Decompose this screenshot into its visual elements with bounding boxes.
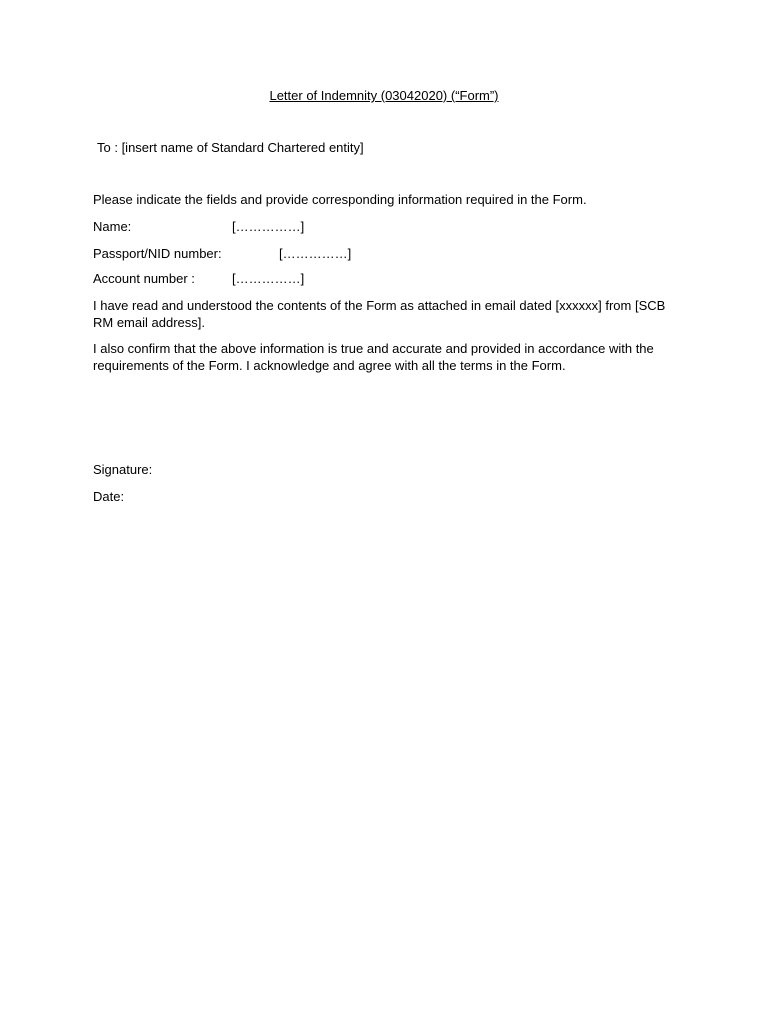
name-label: Name:	[93, 219, 132, 234]
account-value: [……………]	[232, 271, 305, 286]
document-title: Letter of Indemnity (03042020) (“Form”)	[269, 88, 499, 103]
acknowledgement-paragraph: I have read and understood the contents of the Form as attached in email dated [xxxxxx] from [SCB RM email address].	[93, 298, 666, 330]
instruction-text: Please indicate the fields and provide corresponding information required in the Form.	[93, 192, 587, 207]
name-value: [……………]	[232, 219, 305, 234]
passport-value: [……………]	[279, 246, 352, 261]
account-label: Account number :	[93, 271, 195, 286]
signature-label: Signature:	[93, 462, 153, 477]
confirmation-paragraph: I also confirm that the above information is true and accurate and provided in accordance with the requirements of the Form. I acknowledge and agree with all the terms in the Form.	[93, 341, 654, 373]
date-label: Date:	[93, 489, 125, 504]
passport-label: Passport/NID number:	[93, 246, 222, 261]
recipient-line: To : [insert name of Standard Chartered entity]	[97, 140, 364, 155]
